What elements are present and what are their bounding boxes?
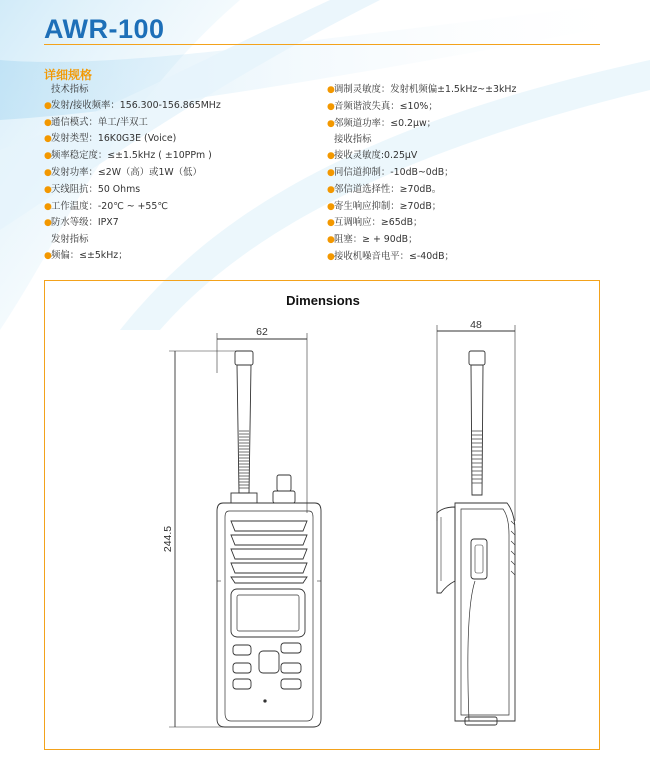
spec-item: ●寄生响应抑制：≥70dB； (327, 199, 617, 216)
section-heading: 详细规格 (44, 68, 93, 82)
radio-side-view (437, 325, 515, 725)
width-label: 62 (256, 326, 268, 338)
spec-item: ●接收机噪音电平：≤-40dB； (327, 249, 617, 266)
spec-item: ●音频谐波失真：≤10%； (327, 99, 617, 116)
spec-item: ●互调响应：≥65dB； (327, 215, 617, 232)
bullet-icon: ● (327, 201, 335, 212)
bullet-icon: ● (44, 218, 52, 229)
spec-item: ●通信模式：单工/半双工 (44, 115, 314, 132)
spec-item: ●同信道抑制：-10dB~0dB； (327, 165, 617, 182)
bullet-icon: ● (44, 100, 52, 111)
dimensions-panel (44, 280, 600, 750)
spec-list-left (44, 82, 314, 265)
depth-label: 48 (470, 319, 482, 331)
bullet-icon: ● (44, 134, 52, 145)
bullet-icon: ● (327, 118, 335, 129)
spec-item: ●发射功率：≤2W（高）或1W（低） (44, 165, 314, 182)
bullet-icon: ● (327, 251, 335, 262)
height-label: 244.5 (162, 525, 174, 553)
dimensions-title: Dimensions (286, 293, 360, 308)
spec-item: ●接收灵敏度:0.25μV (327, 148, 617, 165)
bullet-icon: ● (44, 201, 52, 212)
product-title: AWR-100 (44, 14, 165, 44)
spec-group-heading: 接收指标 (334, 134, 372, 146)
bullet-icon: ● (44, 167, 52, 178)
bullet-icon: ● (327, 235, 335, 246)
spec-item: ●频偏：≤±5kHz； (44, 248, 314, 265)
bullet-icon: ● (44, 250, 52, 261)
spec-item: ●频率稳定度：≤±1.5kHz ( ±10PPm ) (44, 148, 314, 165)
title-divider (44, 44, 600, 45)
spec-group-heading: 发射指标 (51, 234, 89, 246)
bullet-icon: ● (44, 184, 52, 195)
spec-item: ●调制灵敏度：发射机频偏±1.5kHz~±3kHz (327, 82, 617, 99)
spec-item: ●防水等级：IPX7 (44, 215, 314, 232)
spec-list-right (327, 82, 617, 266)
spec-item: ●发射类型：16K0G3E (Voice) (44, 131, 314, 148)
bullet-icon: ● (44, 151, 52, 162)
bullet-icon: ● (327, 85, 335, 95)
spec-item: ●天线阻抗：50 Ohms (44, 182, 314, 199)
spec-item: ●阻塞：≥ + 90dB； (327, 232, 617, 249)
dimension-drawing (45, 281, 601, 751)
bullet-icon: ● (327, 184, 335, 195)
bullet-icon: ● (44, 117, 52, 128)
bullet-icon: ● (327, 101, 335, 112)
spec-item: ●发射/接收频率：156.300-156.865MHz (44, 98, 314, 115)
bullet-icon: ● (327, 218, 335, 229)
radio-front-view (169, 333, 321, 727)
bullet-icon: ● (327, 167, 335, 178)
spec-item: ●工作温度：-20℃ ~ +55℃ (44, 199, 314, 216)
spec-item: ●邻频道功率：≤0.2μw； (327, 116, 617, 133)
bullet-icon: ● (327, 151, 335, 162)
spec-item: ●邻信道选择性：≥70dB。 (327, 182, 617, 199)
spec-group-heading: 技术指标 (51, 84, 89, 95)
